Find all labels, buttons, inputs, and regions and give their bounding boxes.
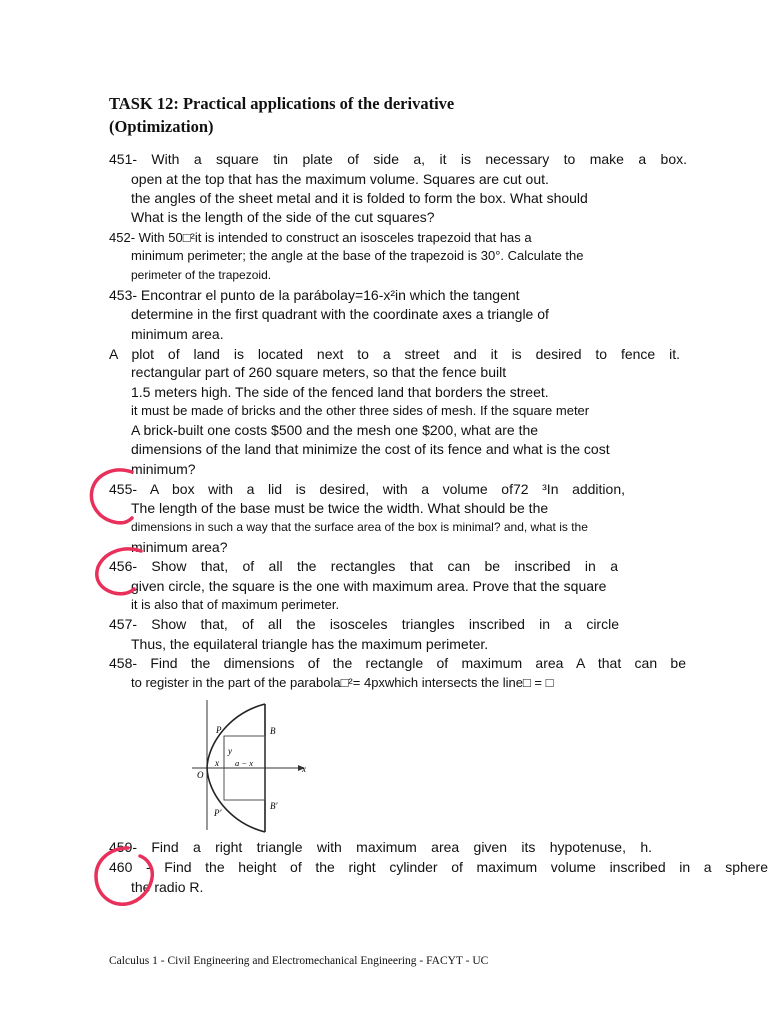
- problem-451-line-1: 451- With a square tin plate of side a, it is necessary to make a box.: [109, 151, 687, 167]
- problem-454-line-6: dimensions of the land that minimize the cost of its fence and what is the cost: [131, 441, 610, 457]
- label-x-axis: x: [302, 764, 306, 774]
- problem-459: 459- Find a right triangle with maximum area given its hypotenuse, h.: [109, 839, 652, 855]
- problem-454-line-2: rectangular part of 260 square meters, so that the fence built: [131, 364, 507, 380]
- label-B-prime: B′: [270, 801, 278, 811]
- problem-460-line-2: the radio R.: [131, 879, 204, 895]
- problem-451-line-4: What is the length of the side of the cut squares?: [131, 209, 435, 225]
- parabola-figure: [190, 698, 320, 833]
- problem-456-line-3: it is also that of maximum perimeter.: [131, 597, 340, 612]
- label-B: B: [270, 726, 276, 736]
- problem-458-line-2: to register in the part of the parabola□²= 4pxwhich intersects the line□ = □: [131, 675, 554, 690]
- problem-455-line-4: minimum area?: [131, 539, 228, 555]
- label-P: P: [216, 725, 222, 735]
- red-annotation-456: [86, 543, 146, 603]
- problem-455-line-1: 455- A box with a lid is desired, with a volume of72 ³In addition,: [109, 481, 625, 497]
- problem-460-line-1: 460 - Find the height of the right cylinder of maximum volume inscribed in a sphere: [109, 859, 768, 875]
- problem-453-line-3: minimum area.: [131, 326, 224, 342]
- red-annotation-455: [84, 462, 144, 532]
- problem-455-line-2: The length of the base must be twice the width. What should be the: [131, 500, 549, 516]
- task-subtitle: (Optimization): [109, 117, 214, 136]
- problem-453-line-2: determine in the first quadrant with the coordinate axes a triangle of: [131, 306, 549, 322]
- problem-454-line-1: A plot of land is located next to a street and it is desired to fence it.: [109, 346, 680, 362]
- task-title: TASK 12: Practical applications of the derivative: [109, 94, 455, 113]
- problem-458-line-1: 458- Find the dimensions of the rectangle of maximum area A that can be: [109, 655, 686, 671]
- problem-456-line-2: given circle, the square is the one with maximum area. Prove that the square: [131, 578, 607, 594]
- problem-452-line-2: minimum perimeter; the angle at the base of the trapezoid is 30°. Calculate the: [131, 248, 584, 263]
- label-y: y: [228, 746, 232, 756]
- problem-453-line-1: 453- Encontrar el punto de la parábolay=16-x²in which the tangent: [109, 287, 520, 303]
- problem-451-line-2: open at the top that has the maximum volume. Squares are cut out.: [131, 171, 549, 187]
- red-annotation-460: [88, 842, 160, 912]
- problem-457-line-2: Thus, the equilateral triangle has the maximum perimeter.: [131, 636, 489, 652]
- label-x: x: [215, 758, 219, 768]
- label-O: O: [197, 770, 204, 780]
- problem-454-line-4: it must be made of bricks and the other three sides of mesh. If the square meter: [131, 403, 590, 418]
- problem-457-line-1: 457- Show that, of all the isosceles triangles inscribed in a circle: [109, 616, 619, 632]
- problem-454-line-5: A brick-built one costs $500 and the mesh one $200, what are the: [131, 422, 539, 438]
- problem-455-line-3: dimensions in such a way that the surface area of the box is minimal? and, what is the: [131, 520, 588, 534]
- problem-452-line-1: 452- With 50□²it is intended to construct an isosceles trapezoid that has a: [109, 230, 532, 245]
- page-footer: Calculus 1 - Civil Engineering and Electromechanical Engineering - FACYT - UC: [109, 955, 489, 967]
- problem-452-line-3: perimeter of the trapezoid.: [131, 268, 272, 282]
- problem-451-line-3: the angles of the sheet metal and it is folded to form the box. What should: [131, 190, 588, 206]
- problem-454-line-7: minimum?: [131, 461, 196, 477]
- problem-454-line-3: 1.5 meters high. The side of the fenced land that borders the street.: [131, 384, 549, 400]
- problem-456-line-1: 456- Show that, of all the rectangles that can be inscribed in a: [109, 558, 618, 574]
- label-a-minus-x: a − x: [235, 758, 254, 768]
- label-P-prime: P′: [214, 808, 222, 818]
